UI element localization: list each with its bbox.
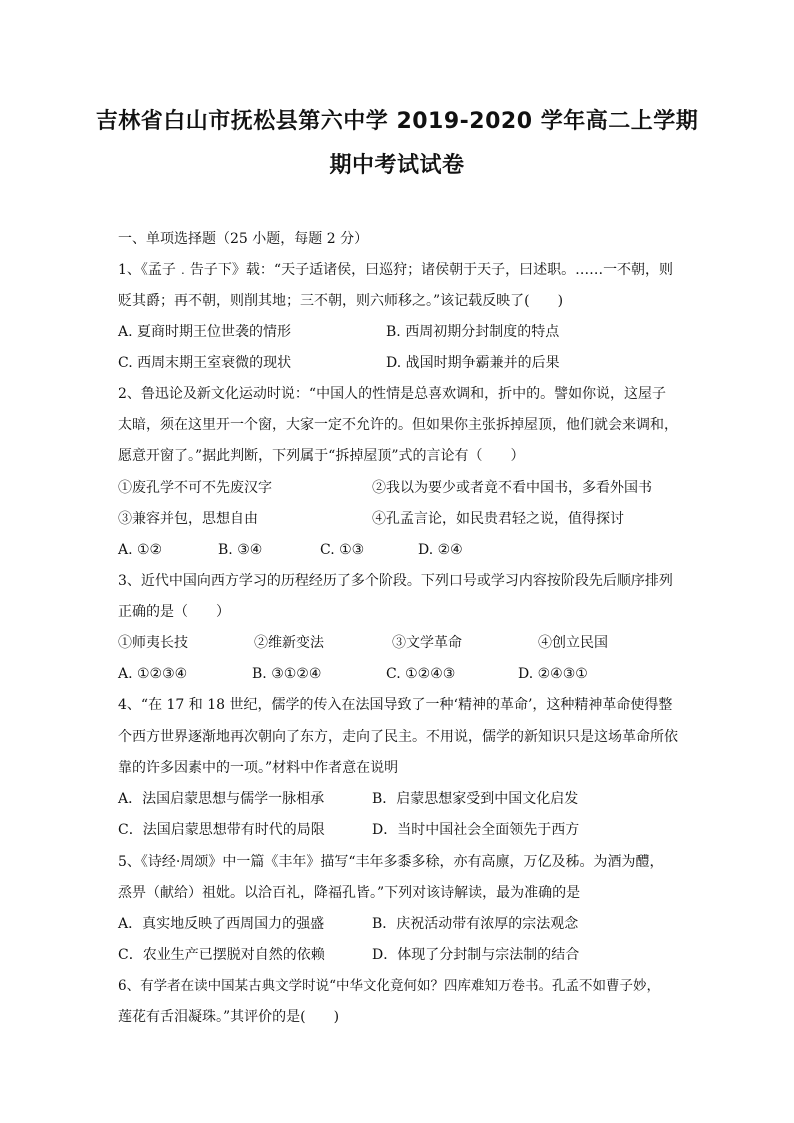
q4-option-a: A．法国启蒙思想与儒学一脉相承: [118, 791, 325, 807]
q3-option-d: D. ②④③①: [518, 666, 588, 682]
q2-option-c: C. ①③: [320, 542, 365, 558]
q3-stem-line2: 正确的是（ ）: [118, 604, 230, 620]
q3-item-1: ①师夷长技: [118, 635, 188, 651]
q3-item-4: ④创立民国: [538, 635, 608, 651]
q4-stem-line3: 靠的许多因素中的一项。”材料中作者意在说明: [118, 760, 399, 776]
q5-option-d: D．体现了分封制与宗法制的结合: [372, 947, 580, 963]
q1-option-d: D. 战国时期争霸兼并的后果: [386, 355, 560, 371]
exam-title-line2: 期中考试试卷: [329, 153, 465, 178]
q5-option-c: C．农业生产已摆脱对自然的依赖: [118, 947, 325, 963]
q4-stem-line2: 个西方世界逐渐地再次朝向了东方，走向了民主。不用说，儒学的新知识只是这场革命所依: [118, 729, 678, 745]
q3-option-a: A. ①②③④: [118, 666, 188, 682]
q6-stem-line2: 莲花有舌泪凝珠。”其评价的是( ): [118, 1009, 340, 1025]
q5-stem-line2: 烝畀（献给）祖妣。以洽百礼，降福孔皆。”下列对该诗解读，最为准确的是: [118, 885, 581, 901]
q1-option-c: C. 西周末期王室衰微的现状: [118, 355, 292, 371]
section-header: 一、单项选择题（25 小题，每题 2 分）: [118, 231, 369, 247]
q5-option-b: B．庆祝活动带有浓厚的宗法观念: [372, 916, 579, 932]
q2-stem-line3: 愿意开窗了。”据此判断，下列属于“拆掉屋顶”式的言论有（ ）: [118, 448, 525, 464]
q3-item-3: ③文学革命: [392, 635, 462, 651]
q5-stem-line1: 5、《诗经·周颂》中一篇《丰年》描写“丰年多黍多稌，亦有高廪，万亿及秭。为酒为醴，: [118, 854, 664, 870]
q2-stem-line2: 太暗，须在这里开一个窗，大家一定不允许的。但如果你主张拆掉屋顶，他们就会来调和，: [118, 417, 678, 433]
q3-item-2: ②维新变法: [254, 635, 324, 651]
q2-item-4: ④孔孟言论，如民贵君轻之说，值得探讨: [372, 511, 624, 527]
q4-option-d: D．当时中国社会全面领先于西方: [372, 822, 580, 838]
q4-option-b: B．启蒙思想家受到中国文化启发: [372, 791, 579, 807]
q3-option-b: B. ③①②④: [252, 666, 322, 682]
q2-option-a: A. ①②: [118, 542, 163, 558]
q6-stem-line1: 6、有学者在读中国某古典文学时说“中华文化竟何如？四库难知万卷书。孔孟不如曹子妙，: [118, 978, 660, 994]
q1-stem-line1: 1、《孟子﹒告子下》载：“天子适诸侯，曰巡狩；诸侯朝于天子，曰述职。……一不朝，则: [118, 262, 674, 278]
q2-stem-line1: 2、鲁迅论及新文化运动时说：“中国人的性情是总喜欢调和，折中的。譬如你说，这屋子: [118, 386, 667, 402]
q3-stem-line1: 3、近代中国向西方学习的历程经历了多个阶段。下列口号或学习内容按阶段先后顺序排列: [118, 573, 673, 589]
q4-option-c: C．法国启蒙思想带有时代的局限: [118, 822, 325, 838]
q2-option-d: D. ②④: [418, 542, 463, 558]
q3-option-c: C. ①②④③: [386, 666, 456, 682]
q4-stem-line1: 4、“在 17 和 18 世纪，儒学的传入在法国导致了一种‘精神的革命’，这种精神革命使得整: [118, 697, 673, 713]
q2-item-1: ①废孔学不可不先废汉字: [118, 480, 272, 496]
q5-option-a: A．真实地反映了西周国力的强盛: [118, 916, 325, 932]
q1-stem-line2: 贬其爵；再不朝，则削其地；三不朝，则六师移之。”该记载反映了( ): [118, 293, 564, 309]
q2-item-2: ②我以为要少或者竟不看中国书，多看外国书: [372, 480, 652, 496]
q2-item-3: ③兼容并包，思想自由: [118, 511, 258, 527]
q1-option-b: B. 西周初期分封制度的特点: [386, 324, 560, 340]
q2-option-b: B. ③④: [218, 542, 263, 558]
exam-title-line1: 吉林省白山市抚松县第六中学 2019-2020 学年高二上学期: [95, 109, 699, 134]
q1-option-a: A. 夏商时期王位世袭的情形: [118, 324, 292, 340]
